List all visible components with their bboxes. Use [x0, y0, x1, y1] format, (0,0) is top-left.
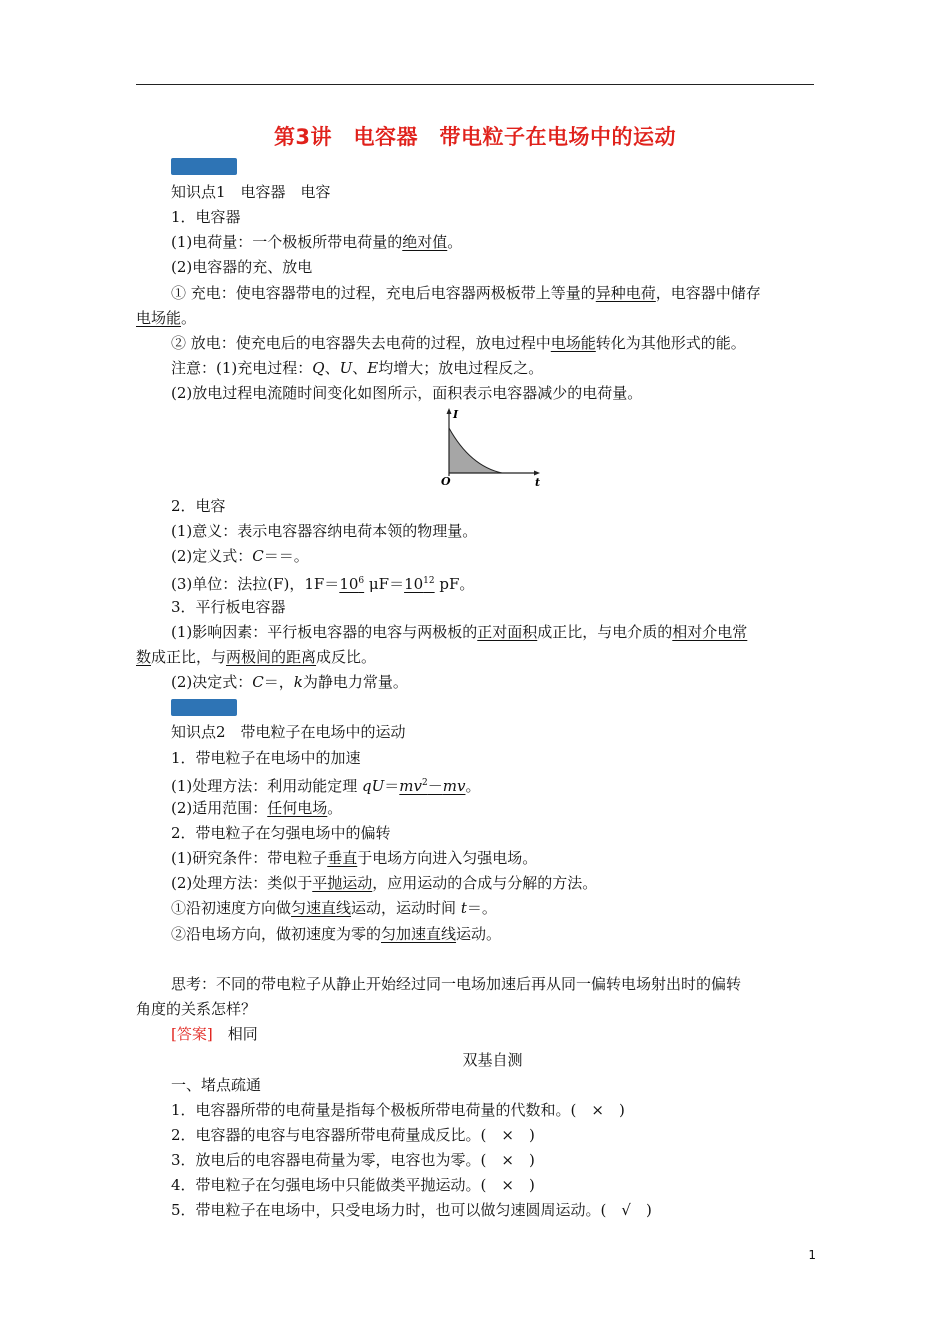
- condition-line: (1)研究条件：带电粒子垂直于电场方向进入匀强电场。: [171, 849, 538, 867]
- self-test-item: 5．带电粒子在电场中，只受电场力时，也可以做匀速圆周运动。( √ ): [171, 1201, 652, 1219]
- charging-line-cont: 电场能。: [136, 309, 197, 327]
- self-test-item: 1．电容器所带的电荷量是指每个极板所带电荷量的代数和。( × ): [171, 1101, 625, 1119]
- kp2-heading: 知识点2 带电粒子在电场中的运动: [171, 723, 406, 741]
- meaning-line: (1)意义：表示电容器容纳电荷本领的物理量。: [171, 522, 478, 540]
- section-badge-1: [171, 158, 237, 175]
- think-question-cont: 角度的关系怎样？: [136, 1000, 257, 1018]
- self-test-item: 2．电容器的电容与电容器所带电荷量成反比。( × ): [171, 1126, 535, 1144]
- graph-origin-label: O: [441, 475, 451, 488]
- self-test-subheading: 一、堵点疏通: [171, 1076, 262, 1094]
- influence-line: (1)影响因素：平行板电容器的电容与两极板的正对面积成正比，与电介质的相对介电常: [171, 623, 748, 641]
- influence-line-cont: 数成正比，与两极间的距离成反比。: [136, 648, 377, 666]
- self-test-item: 3．放电后的电容器电荷量为零，电容也为零。( × ): [171, 1151, 535, 1169]
- kp2-s1: 1．带电粒子在电场中的加速: [171, 749, 361, 767]
- definition-line: (2)定义式：C＝＝。: [171, 547, 309, 565]
- think-answer: [答案] 相同: [171, 1025, 258, 1043]
- graph-x-label: t: [535, 476, 541, 489]
- kp1-s3: 3．平行板电容器: [171, 598, 286, 616]
- note2-line: (2)放电过程电流随时间变化如图所示，面积表示电容器减少的电荷量。: [171, 384, 643, 402]
- kp1-heading: 知识点1 电容器 电容: [171, 183, 331, 201]
- determining-line: (2)决定式：C＝，k为静电力常量。: [171, 673, 408, 691]
- discharging-line: ② 放电：使充电后的电容器失去电荷的过程，放电过程中电场能转化为其他形式的能。: [171, 334, 746, 352]
- acceleration-method-line: (1)处理方法：利用动能定理 $qU=mv^2-mv$。: [171, 777, 481, 795]
- discharge-current-graph: [436, 406, 546, 490]
- self-test-heading: 双基自测: [462, 1051, 523, 1069]
- unit-line: (3)单位：法拉(F)，$1F=10^6$ $\mu F=10^{12}$ pF。: [171, 575, 475, 593]
- kp1-s2: 2．电容: [171, 497, 226, 515]
- graph-y-label: I: [453, 408, 459, 421]
- kp1-s1: 1．电容器: [171, 208, 241, 226]
- scope-line: (2)适用范围：任何电场。: [171, 799, 343, 817]
- charge-discharge-line: (2)电容器的充、放电: [171, 258, 313, 276]
- accelerated-motion-line: ②沿电场方向，做初速度为零的匀加速直线运动。: [171, 925, 502, 943]
- header-rule: [136, 84, 814, 85]
- kp2-s2: 2．带电粒子在匀强电场中的偏转: [171, 824, 391, 842]
- page-title: 第3讲 电容器 带电粒子在电场中的运动: [273, 125, 677, 149]
- graph-x-arrow: [534, 471, 540, 476]
- page-number: 1: [808, 1248, 816, 1262]
- charging-line: ① 充电：使电容器带电的过程，充电后电容器两极板带上等量的异种电荷，电容器中储存: [171, 284, 761, 302]
- self-test-item: 4．带电粒子在匀强电场中只能做类平抛运动。( × ): [171, 1176, 535, 1194]
- graph-shaded-area: [449, 428, 502, 473]
- section-badge-2: [171, 699, 237, 716]
- note-line: 注意：(1)充电过程：Q、U、E均增大；放电过程反之。: [171, 359, 544, 377]
- graph-y-arrow: [447, 408, 452, 414]
- deflection-method-line: (2)处理方法：类似于平抛运动，应用运动的合成与分解的方法。: [171, 874, 598, 892]
- answer-label: [答案]: [171, 1025, 213, 1043]
- think-question: 思考：不同的带电粒子从静止开始经过同一电场加速后再从同一偏转电场射出时的偏转: [171, 975, 742, 993]
- uniform-motion-line: ①沿初速度方向做匀速直线运动，运动时间 t＝。: [171, 899, 497, 917]
- charge-line: (1)电荷量：一个极板所带电荷量的绝对值。: [171, 233, 463, 251]
